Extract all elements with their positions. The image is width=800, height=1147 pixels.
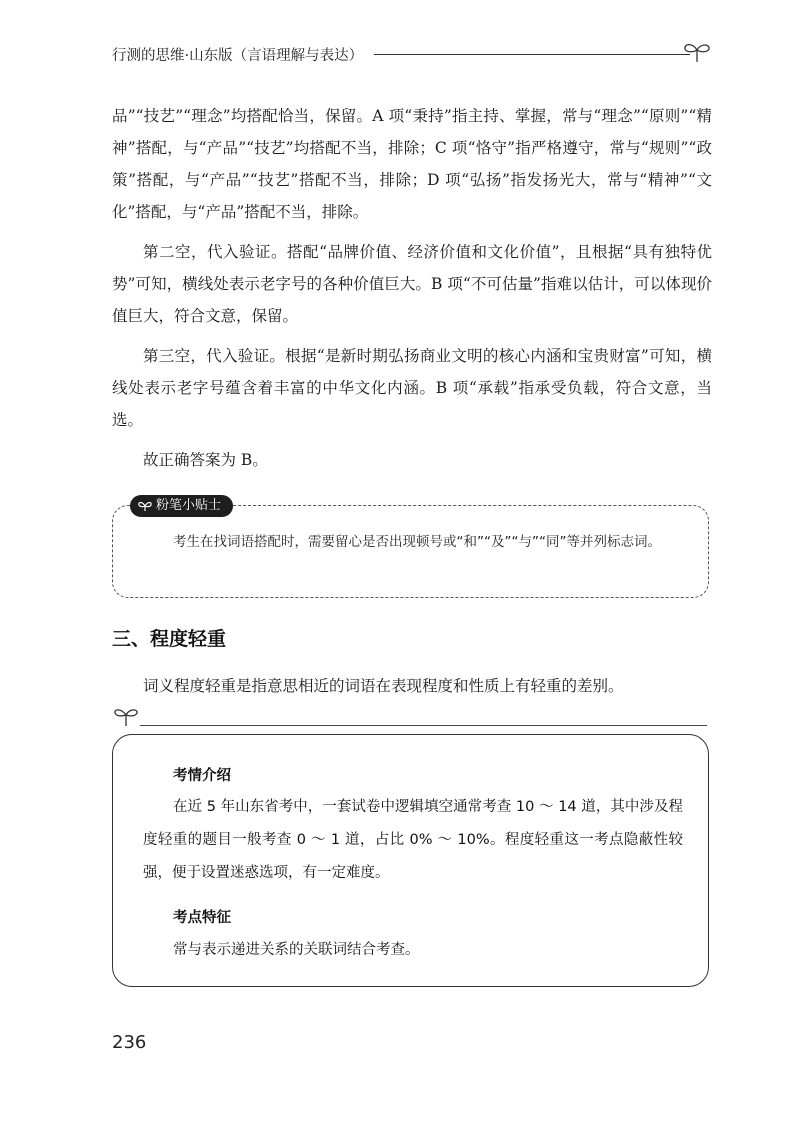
section-title: 三、程度轻重: [112, 628, 227, 650]
tip-text: 考生在找词语搭配时，需要留心是否出现顿号或“和”“及”“与”“同”等并列标志词。: [173, 534, 661, 550]
paragraph-analysis-2: 第二空，代入验证。搭配“品牌价值、经济价值和文化价值”，且根据“具有独特优势”可知，横线处表示老字号的各种价值巨大。B 项“不可估量”指难以估计，可以体现价值巨大，符合文意，保留。: [112, 243, 712, 325]
running-header: [112, 40, 712, 70]
feature-text: 常与表示递进关系的关联词结合考查。: [173, 942, 420, 958]
answer-line: 故正确答案为 B。: [143, 451, 268, 469]
section-divider: [140, 725, 707, 726]
tip-label-text: 粉笔小贴士: [156, 498, 222, 513]
section-definition: 词义程度轻重是指意思相近的词语在表现程度和性质上有轻重的差别。: [143, 677, 624, 695]
leaf-icon: [138, 500, 152, 512]
header-rule: [374, 54, 690, 55]
sprout-divider-icon: [112, 705, 140, 727]
header-title: 行测的思维·山东版（言语理解与表达）: [112, 48, 364, 64]
paragraph-analysis-3: 第三空，代入验证。根据“是新时期弘扬商业文明的核心内涵和宝贵财富”可知，横线处表示老字号蕴含着丰富的中华文化内涵。B 项“承载”指承受负载，符合文意，当选。: [112, 347, 712, 429]
exam-intro-heading: 考情介绍: [173, 768, 231, 784]
feature-heading: 考点特征: [173, 910, 231, 926]
exam-intro-text: 在近 5 年山东省考中，一套试卷中逻辑填空通常考查 10 ～ 14 道，其中涉及程度轻重的题目一般考查 0 ～ 1 道，占比 0% ～ 10%。程度轻重这一考点隐蔽性较强，便于设置迷惑选项，有一定难度。: [143, 799, 683, 881]
page-number: 236: [112, 1032, 147, 1053]
tip-label: [130, 495, 233, 517]
paragraph-analysis-1: 品”“技艺”“理念”均搭配恰当，保留。A 项“秉持”指主持、掌握，常与“理念”“原则”“精神”搭配，与“产品”“技艺”均搭配不当，排除；C 项“恪守”指严格遵守，常与“规则”“政策”搭配，与“产品”“技艺”搭配不当，排除；D 项“弘扬”指发扬光大，常与“精神”“文化”搭配，与“产品”搭配不当，排除。: [112, 107, 712, 221]
sprout-icon: [682, 40, 712, 64]
